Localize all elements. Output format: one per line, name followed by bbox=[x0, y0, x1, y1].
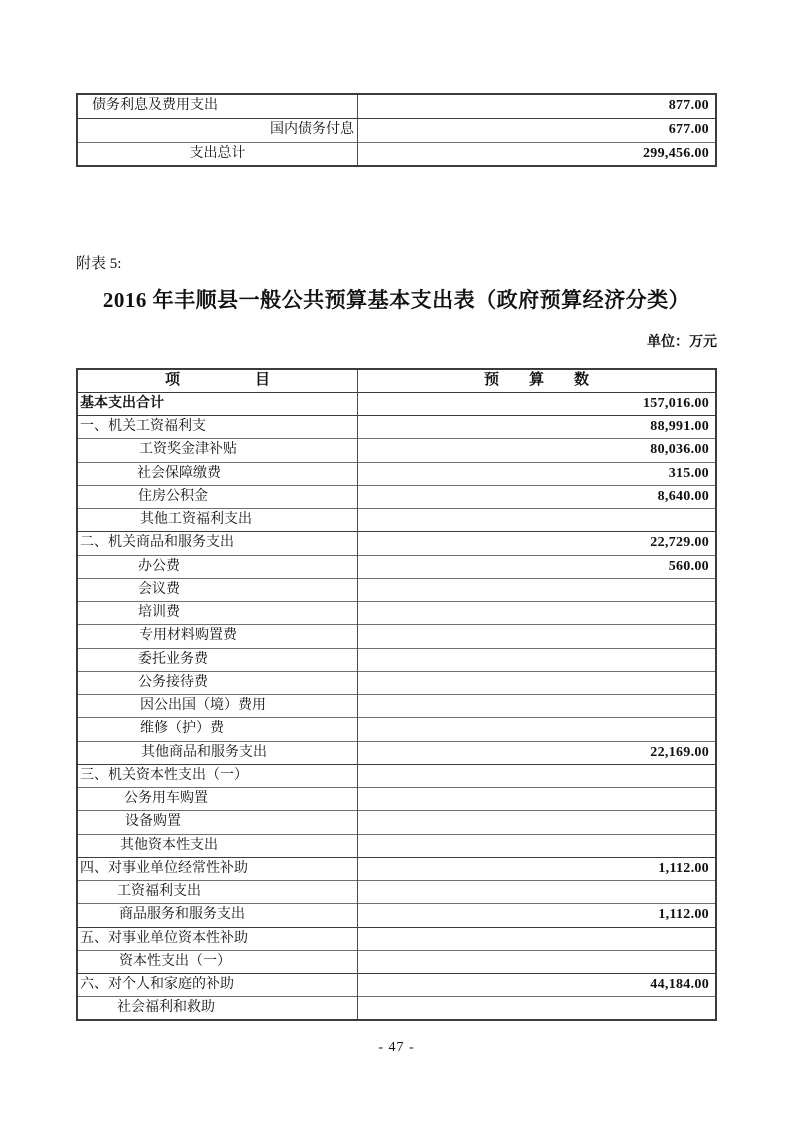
table-row bbox=[77, 94, 716, 118]
annex-label: 附表 5: bbox=[76, 256, 122, 272]
table-row bbox=[77, 532, 716, 555]
row-value bbox=[358, 834, 717, 857]
row-value bbox=[358, 648, 717, 671]
row-label: 会议费 bbox=[138, 581, 180, 597]
row-label: 债务利息及费用支出 bbox=[92, 98, 218, 114]
row-label: 其他工资福利支出 bbox=[140, 512, 252, 528]
row-label: 社会福利和救助 bbox=[117, 1000, 215, 1016]
row-value bbox=[358, 950, 717, 973]
table-row bbox=[77, 671, 716, 694]
row-label: 因公出国（境）费用 bbox=[140, 698, 266, 714]
row-label: 维修（护）费 bbox=[140, 721, 224, 737]
row-value: 315.00 bbox=[358, 462, 717, 485]
row-value: 8,640.00 bbox=[358, 485, 717, 508]
row-label: 工资福利支出 bbox=[117, 884, 201, 900]
row-value bbox=[358, 625, 717, 648]
top-summary-table bbox=[76, 93, 717, 167]
header-budget-cell: 预 算 数 bbox=[483, 372, 589, 389]
table-row bbox=[77, 485, 716, 508]
row-value: 1,112.00 bbox=[358, 857, 717, 880]
unit-label: 单位：万元 bbox=[647, 335, 717, 350]
row-value: 88,991.00 bbox=[358, 416, 717, 439]
table-row bbox=[77, 602, 716, 625]
row-label: 委托业务费 bbox=[138, 651, 208, 667]
table-row bbox=[77, 142, 716, 166]
row-label: 办公费 bbox=[138, 558, 180, 574]
table-row bbox=[77, 695, 716, 718]
row-value bbox=[358, 578, 717, 601]
row-label: 社会保障缴费 bbox=[137, 465, 221, 481]
table-row bbox=[77, 439, 716, 462]
row-label: 一、机关工资福利支 bbox=[80, 419, 206, 435]
row-label: 国内债务付息 bbox=[270, 122, 354, 137]
table-row bbox=[77, 927, 716, 950]
table-row bbox=[77, 764, 716, 787]
row-value: 157,016.00 bbox=[358, 392, 717, 415]
row-label: 支出总计 bbox=[189, 145, 246, 161]
table-row bbox=[77, 741, 716, 764]
table-row bbox=[77, 118, 716, 142]
row-value bbox=[358, 927, 717, 950]
header-item-cell: 项 目 bbox=[77, 369, 358, 392]
table-row bbox=[77, 997, 716, 1020]
row-label: 设备购置 bbox=[125, 814, 181, 830]
row-label: 专用材料购置费 bbox=[139, 628, 237, 644]
row-value bbox=[358, 671, 717, 694]
row-value bbox=[358, 788, 717, 811]
table-row bbox=[77, 834, 716, 857]
table-row bbox=[77, 648, 716, 671]
table-row bbox=[77, 881, 716, 904]
row-value: 560.00 bbox=[358, 555, 717, 578]
row-label: 其他商品和服务支出 bbox=[141, 744, 267, 760]
table-row bbox=[77, 509, 716, 532]
table-row bbox=[77, 416, 716, 439]
page-number: - 47 - bbox=[378, 1040, 415, 1055]
row-value: 22,169.00 bbox=[358, 741, 717, 764]
row-label: 五、对事业单位资本性补助 bbox=[80, 930, 248, 946]
row-value bbox=[358, 811, 717, 834]
row-value bbox=[358, 997, 717, 1020]
table-row bbox=[77, 392, 716, 415]
row-label: 三、机关资本性支出（一） bbox=[80, 767, 248, 783]
row-label: 公务接待费 bbox=[138, 674, 208, 690]
table-header-row bbox=[77, 369, 716, 392]
row-label: 培训费 bbox=[138, 605, 180, 621]
row-value bbox=[358, 881, 717, 904]
row-value: 22,729.00 bbox=[358, 532, 717, 555]
row-value bbox=[358, 764, 717, 787]
row-value: 44,184.00 bbox=[358, 974, 717, 997]
row-label: 资本性支出（一） bbox=[119, 953, 231, 969]
table-row bbox=[77, 578, 716, 601]
row-label: 基本支出合计 bbox=[80, 395, 164, 411]
table-row bbox=[77, 974, 716, 997]
row-label: 公务用车购置 bbox=[124, 791, 208, 807]
row-label: 工资奖金津补贴 bbox=[139, 442, 237, 458]
table-row bbox=[77, 462, 716, 485]
table-row bbox=[77, 718, 716, 741]
row-value bbox=[358, 602, 717, 625]
row-label: 六、对个人和家庭的补助 bbox=[80, 977, 234, 993]
row-label: 其他资本性支出 bbox=[120, 837, 218, 853]
row-label: 四、对事业单位经常性补助 bbox=[80, 860, 248, 876]
page-title: 2016 年丰顺县一般公共预算基本支出表（政府预算经济分类） bbox=[102, 288, 691, 312]
row-value: 1,112.00 bbox=[358, 904, 717, 927]
row-value: 80,036.00 bbox=[358, 439, 717, 462]
row-value bbox=[358, 695, 717, 718]
row-label: 商品服务和服务支出 bbox=[119, 907, 245, 923]
table-row bbox=[77, 950, 716, 973]
budget-table bbox=[76, 368, 717, 1021]
row-value bbox=[358, 718, 717, 741]
row-label: 二、机关商品和服务支出 bbox=[80, 535, 234, 551]
table-row bbox=[77, 904, 716, 927]
table-row bbox=[77, 625, 716, 648]
row-value bbox=[358, 509, 717, 532]
table-row bbox=[77, 857, 716, 880]
table-row bbox=[77, 788, 716, 811]
table-row bbox=[77, 811, 716, 834]
row-value: 877.00 bbox=[668, 98, 709, 114]
table-row bbox=[77, 555, 716, 578]
row-value: 299,456.00 bbox=[358, 142, 717, 166]
row-value: 677.00 bbox=[358, 118, 717, 142]
row-label: 住房公积金 bbox=[138, 488, 208, 504]
